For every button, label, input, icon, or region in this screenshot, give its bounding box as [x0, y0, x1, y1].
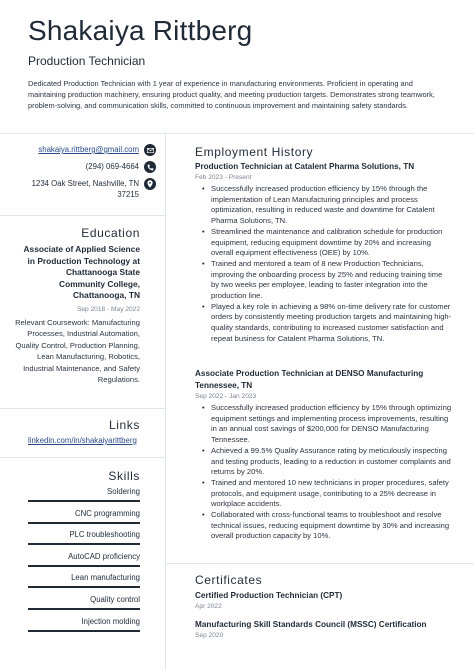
skills-heading: Skills	[108, 469, 140, 483]
education-divider	[0, 408, 165, 409]
job-bullet: • Successfully increased production efficiency by 15% through the implementation of Lean Manufacturing principles and process optimization, resulting in reduced waste and downtime for Catalent Pharma Solutions, TN.	[202, 184, 452, 227]
resume-header	[28, 14, 458, 68]
education-coursework: Relevant Coursework: Manufacturing Processes, Industrial Automation, Quality Control, Production Planning, Lean Manufacturing, Robotics, Industrial Maintenance, and Safety Regulations.	[15, 318, 140, 385]
job-bullet: • Streamlined the maintenance and calibration schedule for production equipment, reducing equipment downtime by 20% and increasing overall equipment effectiveness (OEE) by 10%.	[202, 227, 452, 259]
certificate-date: Apr 2022	[195, 603, 222, 610]
skill-level-bar	[28, 543, 140, 545]
education-heading: Education	[81, 226, 140, 240]
email-link[interactable]: shakaiya.rittberg@gmail.com	[38, 145, 139, 154]
address-line-1: 1234 Oak Street, Nashville, TN	[31, 179, 139, 188]
contact-email-row	[6, 144, 156, 156]
certificate-name: Manufacturing Skill Standards Council (MSSC) Certification	[195, 620, 427, 629]
candidate-name: Shakaiya Rittberg	[28, 15, 253, 46]
skill-label: Lean manufacturing	[71, 573, 140, 583]
skill-level-fill	[28, 608, 140, 610]
skill-level-bar	[28, 522, 140, 524]
job-bullets	[202, 184, 452, 345]
skill-level-fill	[28, 565, 140, 567]
profile-summary: Dedicated Production Technician with 1 year of experience in manufacturing environments. Proficient in operating and maintaining production machinery, ensuring product quality, and meeting production targets. Demonstrates strong teamwork, problem-solving, and communication skills, committed to continuous improvement and maintaining safety standards.	[28, 79, 435, 111]
job-bullet: • Trained and mentored 10 new technicians in proper procedures, safety protocols, and equipment usage, contributing to a 25% decrease in workplace accidents.	[202, 478, 452, 510]
links-divider	[0, 457, 165, 458]
skill-label: Quality control	[90, 595, 140, 604]
skill-level-bar	[28, 630, 140, 632]
certificates-heading: Certificates	[195, 573, 263, 587]
skill-label: PLC troubleshooting	[69, 530, 140, 540]
skill-level-bar	[28, 586, 140, 588]
skill-level-fill	[28, 522, 140, 524]
job-bullet: • Collaborated with cross-functional teams to troubleshoot and resolve technical issues, reducing equipment downtime by 30% and increasing overall production capacity by 10%.	[202, 510, 452, 542]
candidate-role: Production Technician	[28, 54, 146, 68]
skill-level-bar	[28, 565, 140, 567]
contact-address-row	[6, 178, 156, 200]
skill-label: Injection molding	[81, 616, 140, 626]
skill-label: Soldering	[107, 487, 140, 496]
location-pin-icon	[144, 178, 156, 190]
skill-label: AutoCAD proficiency	[68, 551, 140, 561]
skill-item	[28, 573, 140, 588]
links-heading: Links	[108, 418, 140, 432]
skill-item	[28, 617, 140, 632]
certificate-date: Sep 2020	[195, 632, 224, 639]
education-date: Sep 2018 - May 2022	[76, 306, 140, 313]
job-date: Feb 2023 - Present	[195, 174, 252, 181]
skill-item	[28, 530, 140, 545]
employment-divider	[166, 563, 474, 564]
skill-item	[28, 595, 140, 610]
address-line-2: 37215	[117, 190, 139, 199]
education-degree: Associate of Applied Science in Production Technology at Chattanooga State Community College, Chattanooga, TN	[23, 244, 140, 300]
contact-divider	[0, 215, 165, 216]
skill-level-fill	[28, 500, 140, 502]
job-bullet: • Played a key role in achieving a 98% on-time delivery rate for customer orders by consistently meeting production targets and maintaining high-quality standards, contributing to increased customer satisfaction and repeat business for Catalent Pharma Solutions, TN.	[202, 302, 452, 345]
certificate-name: Certified Production Technician (CPT)	[195, 591, 343, 600]
skill-item	[28, 487, 140, 502]
phone-number: (294) 069-4664	[85, 162, 139, 171]
skill-item	[28, 509, 140, 524]
job-title: Associate Production Technician at DENSO Manufacturing Tennessee, TN	[195, 369, 424, 390]
address	[32, 178, 139, 200]
linkedin-link[interactable]: linkedin.com/in/shakaiyarittberg	[28, 436, 137, 445]
phone-icon	[144, 161, 156, 173]
skill-level-fill	[28, 630, 140, 632]
job-bullet: • Trained and mentored a team of 8 new Production Technicians, improving the onboarding process by 25% and reducing training time by two weeks per employee, leading to faster integration into the production line.	[202, 259, 452, 302]
skill-item	[28, 552, 140, 567]
header-divider	[0, 133, 474, 134]
skill-level-bar	[28, 608, 140, 610]
job-bullet: • Achieved a 99.5% Quality Assurance rating by meticulously inspecting and testing products, leading to a reduction in customer complaints and returns by 20%.	[202, 446, 452, 478]
job-date: Sep 2022 - Jan 2023	[195, 393, 257, 400]
job-bullet: • Successfully increased production efficiency by 15% through optimizing equipment settings and implementing process improvements, resulting in an annual cost savings of $200,000 for DENSO Manufacturing Tennessee.	[202, 403, 452, 446]
envelope-icon	[144, 144, 156, 156]
skill-label: CNC programming	[75, 508, 140, 518]
skill-level-fill	[28, 543, 140, 545]
contact-phone-row	[6, 161, 156, 173]
job-title: Production Technician at Catalent Pharma Solutions, TN	[195, 162, 415, 171]
employment-heading: Employment History	[195, 145, 314, 159]
column-divider	[165, 133, 166, 670]
skill-level-bar	[28, 500, 140, 502]
job-bullets	[202, 403, 452, 542]
skill-level-fill	[28, 586, 140, 588]
